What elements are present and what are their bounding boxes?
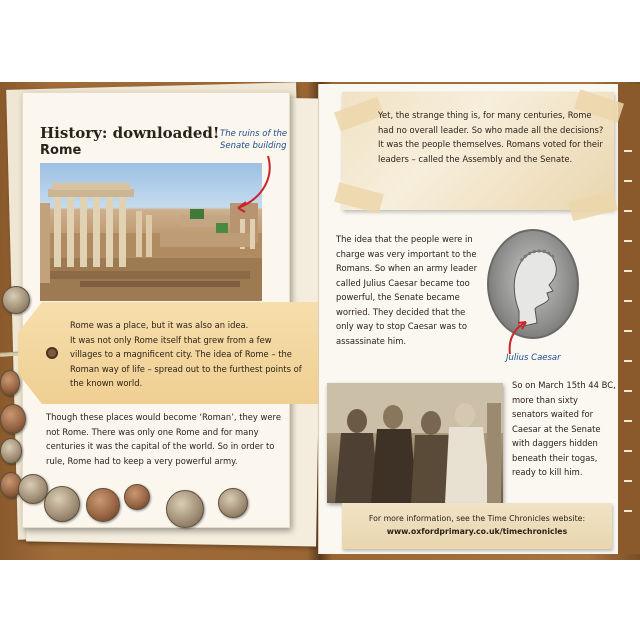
edge-stitch: [624, 270, 632, 272]
roman-coin-icon: [0, 370, 20, 396]
edge-stitch: [624, 450, 632, 452]
edge-stitch: [624, 480, 632, 482]
tag-hole: [46, 347, 58, 359]
edge-stitch: [624, 240, 632, 242]
section-title: Rome: [40, 143, 82, 158]
assassination-painting: [327, 383, 503, 503]
roman-coin-icon: [166, 490, 204, 528]
tag-paragraph: It was not only Rome itself that grew from a few villages to a magnificent city. The idea of Rome – the Roman way of life – spread out to the furthest points of the known world.: [70, 334, 302, 388]
note-paragraph: It was the people themselves. Romans voted for their leaders – called the Assembly and the Senate.: [378, 139, 603, 164]
edge-stitch: [624, 420, 632, 422]
body-text: Though these places would become ‘Roman’, they were not Rome. There was only one Rome and for many centuries it was the capital of the world. So in order to rule, Rome had to keep a very powerful army.: [46, 412, 281, 466]
info-text: For more information, see the Time Chronicles website:: [368, 514, 586, 523]
roman-coin-icon: [2, 286, 30, 314]
photo-caption: The ruins of the Senate building: [220, 129, 288, 151]
body-text: The idea that the people were in charge was very important to the Romans. So when an army leader called Julius Caesar became too powerful, the Senate became worried. They decided that the only way to stop Caesar was to assassinate him.: [336, 234, 478, 346]
edge-stitch: [624, 510, 632, 512]
book-edge: [618, 84, 640, 554]
roman-coin-icon: [0, 404, 26, 434]
tag-paragraph: Rome was a place, but it was also an idea.: [70, 320, 249, 330]
edge-stitch: [624, 150, 632, 152]
edge-stitch: [624, 330, 632, 332]
tag-text: [70, 318, 304, 391]
roman-coin-icon: [86, 488, 120, 522]
info-note: [342, 503, 612, 549]
edge-stitch: [624, 180, 632, 182]
portrait-caption: Julius Caesar: [506, 353, 561, 363]
website-link[interactable]: www.oxfordprimary.co.uk/timechronicles: [386, 527, 568, 536]
note-text: [378, 108, 606, 166]
body-text: So on March 15th 44 BC, more than sixty senators waited for Caesar at the Senate with daggers hidden beneath their togas, ready to kill him.: [512, 380, 616, 477]
note-paragraph: Yet, the strange thing is, for many centuries, Rome had no overall leader. So who made all the decisions?: [378, 110, 604, 135]
edge-stitch: [624, 390, 632, 392]
arrow-icon: [228, 152, 278, 222]
edge-stitch: [624, 300, 632, 302]
edge-stitch: [624, 210, 632, 212]
roman-coin-icon: [0, 438, 22, 464]
edge-stitch: [624, 360, 632, 362]
roman-coin-icon: [124, 484, 150, 510]
senators-illustration: [327, 383, 503, 503]
roman-coin-icon: [44, 486, 80, 522]
page-title: History: downloaded!: [40, 124, 220, 142]
roman-coin-icon: [218, 488, 248, 518]
